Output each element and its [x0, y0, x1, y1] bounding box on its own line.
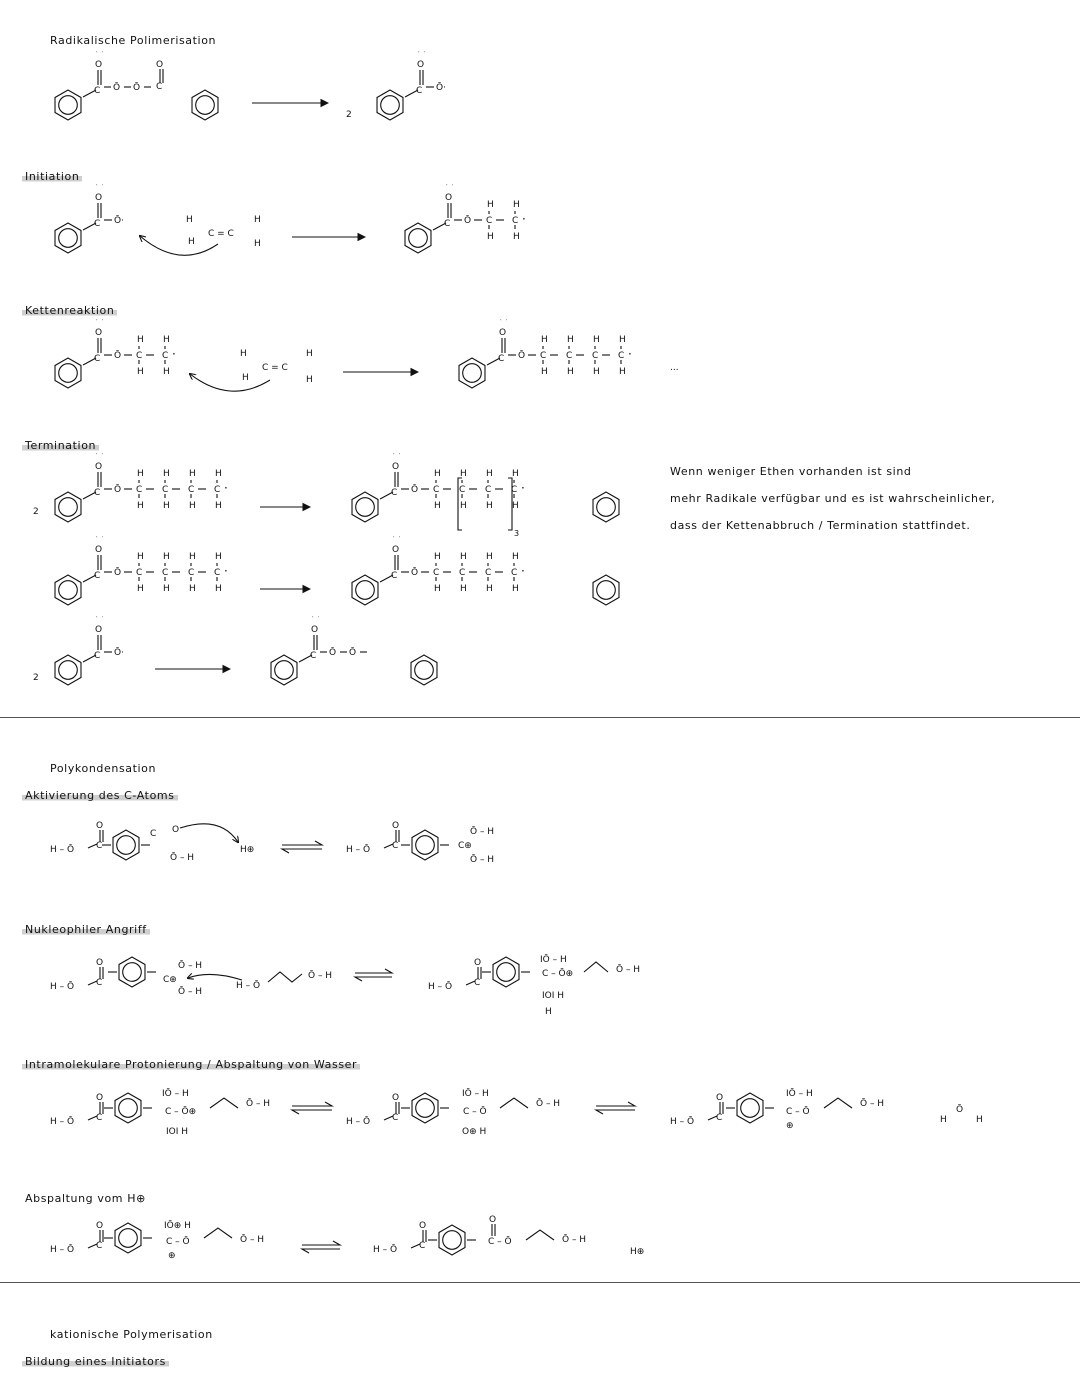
hydrogen-label: H [541, 335, 548, 345]
carbon-label: C [94, 651, 101, 661]
carbon-label: C [716, 1113, 723, 1123]
oxygen-label: O [417, 60, 425, 70]
radical-dot: · [224, 481, 228, 495]
hydrogen-label: H [513, 200, 520, 210]
step-label-deprotonation: Abspaltung vom H⊕ [25, 1192, 146, 1205]
section-title-polycondensation: Polykondensation [50, 762, 157, 775]
hydrogen-label: H [163, 552, 170, 562]
hydrogen-label: H [189, 501, 196, 511]
lone-pair-dots: ˙ ˙ [499, 319, 509, 327]
hydrogen-label: H [513, 232, 520, 242]
repeat-subscript: 3 [514, 529, 520, 538]
hydrogen-label: H [189, 552, 196, 562]
carbon-label: C [162, 568, 169, 578]
lone-pair-dots: ˙ ˙ [95, 453, 105, 461]
oxygen-label: O [95, 193, 103, 203]
hydrogen-label: H [486, 501, 493, 511]
oxygen-label: Ō [411, 568, 419, 578]
hydrogen-label: H [189, 469, 196, 479]
hydroxyl-label: H – Ō [50, 982, 75, 992]
section-title-radical: Radikalische Polimerisation [50, 34, 217, 47]
carbon-label: C [485, 568, 492, 578]
hydroxyl-label: IŌ – H [540, 955, 567, 965]
proton-label: H⊕ [240, 845, 255, 855]
hydrogen-label: H [163, 367, 170, 377]
carbon-label: C [391, 488, 398, 498]
carbon-label: C [511, 485, 518, 495]
section-title-cationic: kationische Polymerisation [50, 1328, 213, 1341]
carbon-label: C [416, 86, 423, 96]
carbon-label: C [566, 351, 573, 361]
hydrogen-label: H [619, 367, 626, 377]
oxygen-label: O [716, 1093, 724, 1103]
hydroxyl-label: H – Ō [428, 982, 453, 992]
oxonium-label: IŌ⊕ H [164, 1221, 191, 1231]
oxygen-label: O [474, 958, 482, 968]
hydrogen-label: H [434, 501, 441, 511]
carbon-label: C [459, 485, 466, 495]
carbon-label: C [94, 219, 101, 229]
hydrogen-label: H [188, 237, 195, 247]
carbon-label: C [162, 485, 169, 495]
oxygen-label: O [95, 328, 103, 338]
hydrogen-label: H [215, 469, 222, 479]
carbon-label: C [94, 571, 101, 581]
hydrogen-label: H [434, 584, 441, 594]
step-label-initiator: Bildung eines Initiators [22, 1355, 169, 1368]
oxygen-label: O [499, 328, 507, 338]
hydroxyl-label: H – Ō [236, 981, 261, 991]
hydroxyl-label: H – Ō [50, 1117, 75, 1127]
oxygen-label: O [172, 825, 180, 835]
carbon-label: C [512, 216, 519, 226]
oxygen-label: C – Ō [488, 1237, 512, 1247]
hydroxyl-label: Ō – H [308, 971, 333, 981]
carbon-label: C [474, 978, 481, 988]
carbon-label: C [511, 568, 518, 578]
hydroxyl-label: Ō – H [562, 1235, 587, 1245]
carbon-label: C [444, 219, 451, 229]
hydroxyl-label: Ō – H [536, 1099, 561, 1109]
carbon-label: C [310, 651, 317, 661]
carbon-label: C [486, 216, 493, 226]
radical-dot: · [172, 347, 176, 361]
oxygen-label: O [311, 625, 319, 635]
carbon-label: C [485, 485, 492, 495]
oxygen-label: O [96, 958, 104, 968]
hydrogen-label: H [460, 584, 467, 594]
hydrogen-label: H [512, 469, 519, 479]
carbon-label: C [391, 571, 398, 581]
hydrogen-label: H [486, 469, 493, 479]
lone-pair-dots: ˙ ˙ [95, 536, 105, 544]
oxygen-label: Ō [114, 351, 122, 361]
oxonium-label: C – Ō⊕ [165, 1107, 197, 1117]
oxygen-label: O [445, 193, 453, 203]
carbon-label: C [136, 485, 143, 495]
oxygen-label: Ō [114, 485, 122, 495]
hydroxyl-label: H – Ō [50, 1245, 75, 1255]
hydrogen-label: H [137, 584, 144, 594]
oxygen-label: O [392, 821, 400, 831]
hydroxyl-label: Ō – H [178, 961, 203, 971]
carbon-label: C [188, 485, 195, 495]
oxygen-label: Ō [113, 83, 121, 93]
coefficient-2-c: 2 [33, 673, 39, 683]
hydrogen-label: H [137, 552, 144, 562]
oxygen-label: Ō [411, 485, 419, 495]
oxonium-label: C – Ō⊕ [542, 969, 574, 979]
hydrogen-label: H [215, 501, 222, 511]
radical-dot: · [522, 212, 526, 226]
lone-pair-dots: ˙ ˙ [445, 184, 455, 192]
hydrogen-label: H [434, 469, 441, 479]
lone-pair-dots: ˙ ˙ [417, 51, 427, 59]
lone-pair-dots: ˙ ˙ [95, 184, 105, 192]
hydrogen-label: H [567, 335, 574, 345]
hydroxyl-label: H – Ō [50, 845, 75, 855]
carbon-label: C [150, 829, 157, 839]
oxygen-label: O [392, 545, 400, 555]
coefficient-2-b: 2 [33, 507, 39, 517]
carbon-label: C [618, 351, 625, 361]
carbocation-label: C⊕ [458, 841, 472, 851]
carbon-label: C [498, 354, 505, 364]
oxygen-label: O [95, 462, 103, 472]
carbon-label: C [156, 82, 163, 92]
hydrogen-label: H [512, 501, 519, 511]
lone-pair-dots: ˙ ˙ [95, 319, 105, 327]
hydroxyl-label: H – Ō [670, 1117, 695, 1127]
radical-dot: · [224, 564, 228, 578]
step-label-nucleophilic-attack: Nukleophiler Angriff [22, 923, 150, 936]
hydrogen-label: H [512, 584, 519, 594]
hydroxyl-label: IOI H [542, 991, 565, 1001]
carbon-label: C [433, 485, 440, 495]
hydroxyl-label: H – Ō [373, 1245, 398, 1255]
lone-pair-dots: ˙ ˙ [392, 536, 402, 544]
hydroxyl-label: H – Ō [346, 1117, 371, 1127]
oxygen-label: O [96, 1093, 104, 1103]
carbon-label: C [162, 351, 169, 361]
oxygen-label: O [95, 625, 103, 635]
hydroxyl-label: Ō – H [860, 1099, 885, 1109]
hydroxyl-label: IOI H [166, 1127, 189, 1137]
hydrogen-label: H [163, 335, 170, 345]
note-line-2: mehr Radikale verfügbar und es ist wahrscheinlicher, [670, 492, 996, 505]
hydrogen-label: H [460, 552, 467, 562]
oxygen-label: Ō [464, 216, 472, 226]
hydrogen-label: H [940, 1115, 947, 1125]
carbon-label: C [392, 841, 399, 851]
oxygen-label: C – Ō [166, 1237, 190, 1247]
hydrogen-label: H [163, 501, 170, 511]
hydrogen-label: H [137, 469, 144, 479]
hydrogen-ion-label: H⊕ [630, 1247, 645, 1257]
hydrogen-label: H [545, 1007, 552, 1017]
hydrogen-label: H [486, 584, 493, 594]
hydrogen-label: H [215, 552, 222, 562]
hydroxyl-label: Ō – H [170, 853, 195, 863]
hydrogen-label: H [976, 1115, 983, 1125]
carbon-label: C [592, 351, 599, 361]
oxygen-label: O [419, 1221, 427, 1231]
carbon-label: C [96, 1241, 103, 1251]
note-line-1: Wenn weniger Ethen vorhanden ist sind [670, 465, 912, 478]
oxygen-label: O [96, 821, 104, 831]
oxygen-label: C – Ō [786, 1107, 810, 1117]
hydrogen-label: H [254, 239, 261, 249]
hydroxyl-label: IŌ – H [786, 1089, 813, 1099]
oxygen-label: Ō [329, 648, 337, 658]
hydrogen-label: H [137, 367, 144, 377]
lone-pair-dots: ˙ ˙ [311, 616, 321, 624]
step-label-chain-reaction: Kettenreaktion [22, 304, 117, 317]
hydroxyl-label: IŌ – H [162, 1089, 189, 1099]
hydrogen-label: H [186, 215, 193, 225]
hydrogen-label: H [434, 552, 441, 562]
oxygen-label: C – Ō [463, 1107, 487, 1117]
hydrogen-label: H [619, 335, 626, 345]
hydroxyl-label: Ō – H [470, 827, 495, 837]
radical-dot: · [521, 564, 525, 578]
hydrogen-label: H [593, 367, 600, 377]
step-label-protonation: Intramolekulare Protonierung / Abspaltung von Wasser [22, 1058, 360, 1071]
carbon-label: C [94, 86, 101, 96]
hydrogen-label: H [487, 200, 494, 210]
oxygen-label: Ō [349, 648, 357, 658]
hydrogen-label: H [593, 335, 600, 345]
oxygen-label: O [156, 60, 164, 70]
carbon-label: C [214, 568, 221, 578]
radical-dot: · [628, 347, 632, 361]
coefficient-2-a: 2 [346, 110, 352, 120]
oxygen-radical: Ō· [436, 83, 446, 93]
hydrogen-label: H [189, 584, 196, 594]
hydroxyl-label: Ō – H [616, 965, 641, 975]
hydroxyl-label: H – Ō [346, 845, 371, 855]
carbon-label: C [188, 568, 195, 578]
hydrogen-label: H [486, 552, 493, 562]
carbon-label: C [136, 568, 143, 578]
carbon-label: C [459, 568, 466, 578]
carbon-label: C [96, 841, 103, 851]
hydroxyl-label: IŌ – H [462, 1089, 489, 1099]
positive-charge: ⊕ [168, 1251, 176, 1261]
lone-pair-dots: ˙ ˙ [392, 453, 402, 461]
hydroxyl-label: Ō – H [470, 855, 495, 865]
hydroxyl-label: Ō – H [246, 1099, 271, 1109]
oxygen-label: O [392, 462, 400, 472]
hydrogen-label: H [306, 349, 313, 359]
hydrogen-label: H [567, 367, 574, 377]
step-label-termination: Termination [22, 439, 99, 452]
carbon-label: C [214, 485, 221, 495]
oxygen-label: O [392, 1093, 400, 1103]
hydrogen-label: H [487, 232, 494, 242]
oxygen-label: Ō [133, 83, 141, 93]
ethene-label: C = C [208, 229, 234, 239]
carbon-label: C [136, 351, 143, 361]
oxygen-radical: Ō· [114, 216, 124, 226]
continuation-ellipsis: ... [670, 363, 679, 373]
step-label-activation: Aktivierung des C-Atoms [22, 789, 178, 802]
oxygen-label: O [96, 1221, 104, 1231]
hydrogen-label: H [242, 373, 249, 383]
hydrogen-label: H [240, 349, 247, 359]
oxygen-label: Ō [518, 351, 526, 361]
carbon-label: C [419, 1241, 426, 1251]
hydrogen-label: H [512, 552, 519, 562]
lone-pair-dots: ˙ ˙ [95, 51, 105, 59]
oxygen-label: O [95, 545, 103, 555]
ethene-label: C = C [262, 363, 288, 373]
carbon-label: C [433, 568, 440, 578]
carbon-label: C [96, 1113, 103, 1123]
oxygen-label: O [95, 60, 103, 70]
note-line-3: dass der Kettenabbruch / Termination stattfindet. [670, 519, 971, 532]
hydrogen-label: H [254, 215, 261, 225]
lone-pair-dots: ˙ ˙ [95, 616, 105, 624]
carbon-label: C [94, 354, 101, 364]
radical-dot: · [521, 481, 525, 495]
carbon-label: C [540, 351, 547, 361]
hydrogen-label: H [137, 501, 144, 511]
carbocation-label: C⊕ [163, 975, 177, 985]
hydrogen-label: H [306, 375, 313, 385]
step-label-initiation: Initiation [22, 170, 82, 183]
oxonium-label: O⊕ H [462, 1127, 487, 1137]
hydrogen-label: H [215, 584, 222, 594]
hydrogen-label: H [137, 335, 144, 345]
hydrogen-label: H [460, 501, 467, 511]
positive-charge: ⊕ [786, 1121, 794, 1131]
hydrogen-label: H [541, 367, 548, 377]
hydroxyl-label: Ō – H [240, 1235, 265, 1245]
oxygen-label: Ō [114, 568, 122, 578]
hydrogen-label: H [460, 469, 467, 479]
oxygen-label: Ō [956, 1105, 964, 1115]
hydrogen-label: H [163, 584, 170, 594]
hydrogen-label: H [163, 469, 170, 479]
oxygen-label: O [489, 1215, 497, 1225]
carbon-label: C [94, 488, 101, 498]
oxygen-radical: Ō· [114, 648, 124, 658]
carbon-label: C [392, 1113, 399, 1123]
hydroxyl-label: Ō – H [178, 987, 203, 997]
carbon-label: C [96, 978, 103, 988]
